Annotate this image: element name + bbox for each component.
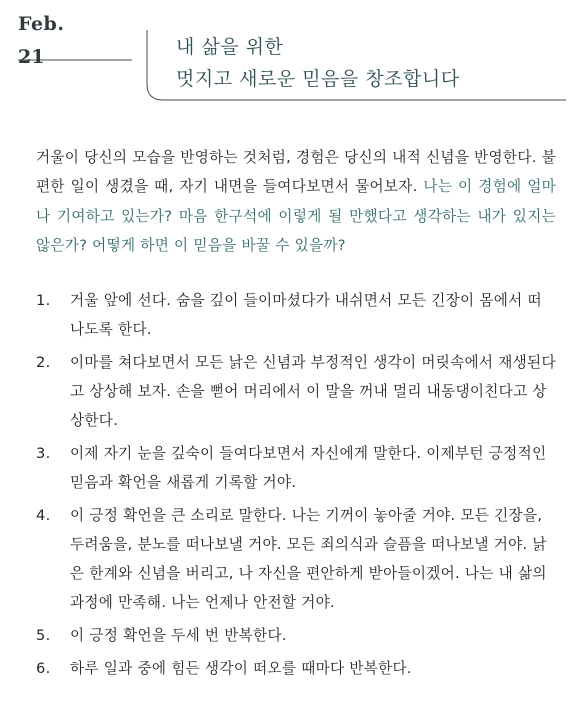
- step-number: 6.: [36, 660, 51, 677]
- step-number: 1.: [36, 292, 51, 309]
- list-item: [36, 439, 556, 497]
- page-title-line1: 내 삶을 위한: [176, 36, 284, 58]
- list-item: [36, 348, 556, 435]
- list-item: [36, 286, 556, 344]
- page-title-line2: 멋지고 새로운 믿음을 창조합니다: [176, 68, 460, 90]
- step-text: 이 긍정 확언을 큰 소리로 말한다. 나는 기꺼이 놓아줄 거야. 모든 긴장을, 두려움을, 분노를 떠나보낼 거야. 모든 죄의식과 슬픔을 떠나보낼 거야. 낡은 한계와 신념을 버리고, 나 자신을 편안하게 받아들이겠어. 나는 내 삶의 과정에 만족해. 나는 언제나 안전할 거야.: [70, 507, 547, 611]
- day-label: 21: [18, 46, 45, 68]
- intro-paragraph: [36, 143, 556, 261]
- steps-list: [36, 286, 556, 687]
- list-item: [36, 621, 556, 650]
- list-item: [36, 654, 556, 683]
- intro-questions: 나는 이 경험에 얼마나 기여하고 있는가? 마음 한구석에 이렇게 될 만했다고 생각하는 내가 있지는 않은가? 어떻게 하면 이 믿음을 바꿀 수 있을까?: [36, 178, 556, 255]
- step-text: 이 긍정 확언을 두세 번 반복한다.: [70, 627, 287, 644]
- step-text: 이마를 쳐다보면서 모든 낡은 신념과 부정적인 생각이 머릿속에서 재생된다고 상상해 보자. 손을 뻗어 머리에서 이 말을 꺼내 멀리 내동댕이친다고 상상한다.: [70, 354, 556, 429]
- step-text: 거울 앞에 선다. 숨을 깊이 들이마셨다가 내쉬면서 모든 긴장이 몸에서 떠나도록 한다.: [70, 292, 542, 338]
- step-number: 4.: [36, 507, 51, 524]
- step-text: 하루 일과 중에 힘든 생각이 떠오를 때마다 반복한다.: [70, 660, 412, 677]
- step-number: 3.: [36, 445, 51, 462]
- list-item: [36, 501, 556, 617]
- step-number: 5.: [36, 627, 51, 644]
- month-label: Feb.: [18, 13, 65, 35]
- step-text: 이제 자기 눈을 깊숙이 들여다보면서 자신에게 말한다. 이제부턴 긍정적인 믿음과 확언을 새롭게 기록할 거야.: [70, 445, 547, 491]
- step-number: 2.: [36, 354, 51, 371]
- intro-text: 거울이 당신의 모습을 반영하는 것처럼, 경험은 당신의 내적 신념을 반영한다. 불편한 일이 생겼을 때, 자기 내면을 들여다보면서 물어보자.: [36, 148, 556, 196]
